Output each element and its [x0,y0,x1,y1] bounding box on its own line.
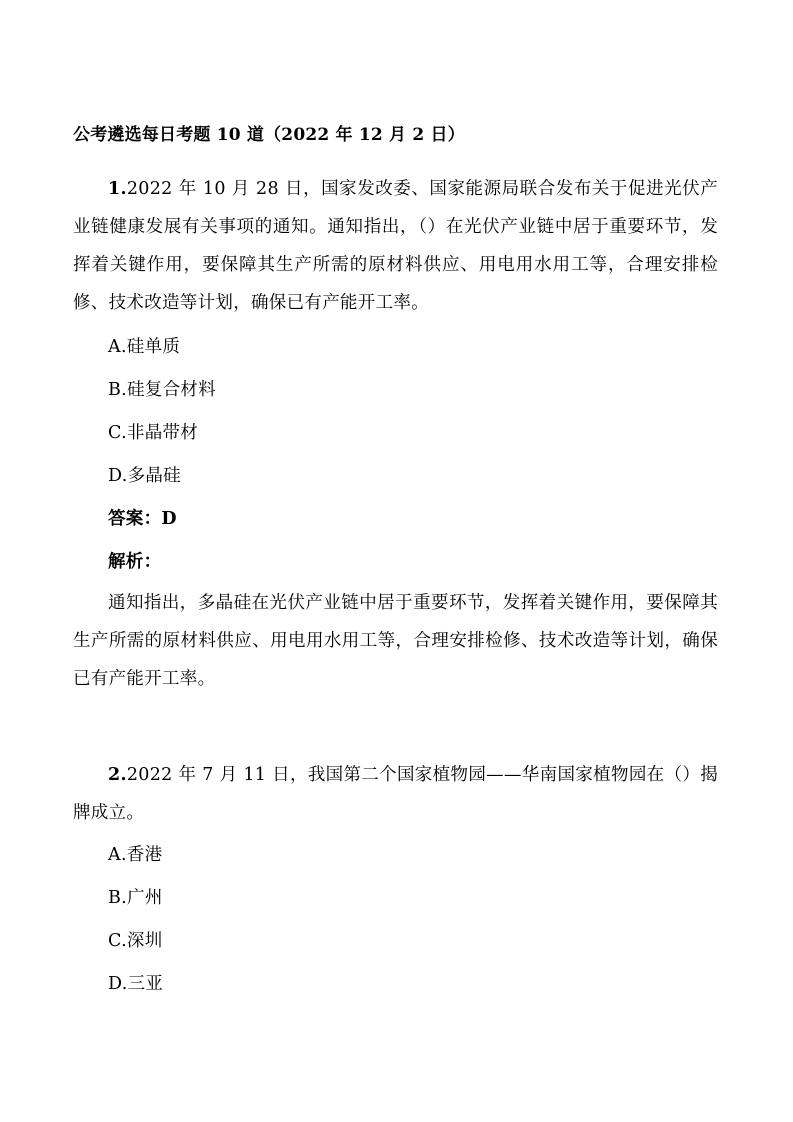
question-1-option-d: D.多晶硅 [108,466,181,486]
question-2-option-a: A.香港 [108,845,163,865]
question-separator [73,698,718,756]
question-1-options [73,326,718,498]
question-2-option-d: D.三亚 [108,974,164,994]
question-2-options [73,834,718,1006]
document-content [73,120,718,1006]
question-1-number: 1. [108,179,127,199]
question-1-analysis: 通知指出，多晶硅在光伏产业链中居于重要环节，发挥着关键作用，要保障其生产所需的原材料供应、用电用水用工等，合理安排检修、技术改造等计划，确保已有产能开工率。 [73,593,718,689]
question-2-text: 2022 年 7 月 11 日，我国第二个国家植物园——华南国家植物园在（）揭牌成立。 [73,765,718,823]
question-1-stem [73,170,718,322]
document-title: 公考遴选每日考题 10 道（2022 年 12 月 2 日） [73,125,465,145]
question-block-2 [73,756,718,1006]
question-2-option-b: B.广州 [108,888,163,908]
question-block-1 [73,170,718,698]
question-1-analysis-label: 解析： [108,552,162,572]
question-1-option-b: B.硅复合材料 [108,380,217,400]
question-1-answer: 答案：D [108,509,177,529]
question-2-option-c: C.深圳 [108,931,163,951]
question-2-stem [73,756,718,832]
question-2-number: 2. [108,765,127,785]
question-1-option-c: C.非晶带材 [108,423,199,443]
question-1-text: 2022 年 10 月 28 日，国家发改委、国家能源局联合发布关于促进光伏产业链健康发展有关事项的通知。通知指出，（）在光伏产业链中居于重要环节，发挥着关键作用，要保障其生产所需的原材料供应、用电用水用工等，合理安排检修、技术改造等计划，确保已有产能开工率。 [73,179,718,313]
question-1-option-a: A.硅单质 [108,337,181,357]
